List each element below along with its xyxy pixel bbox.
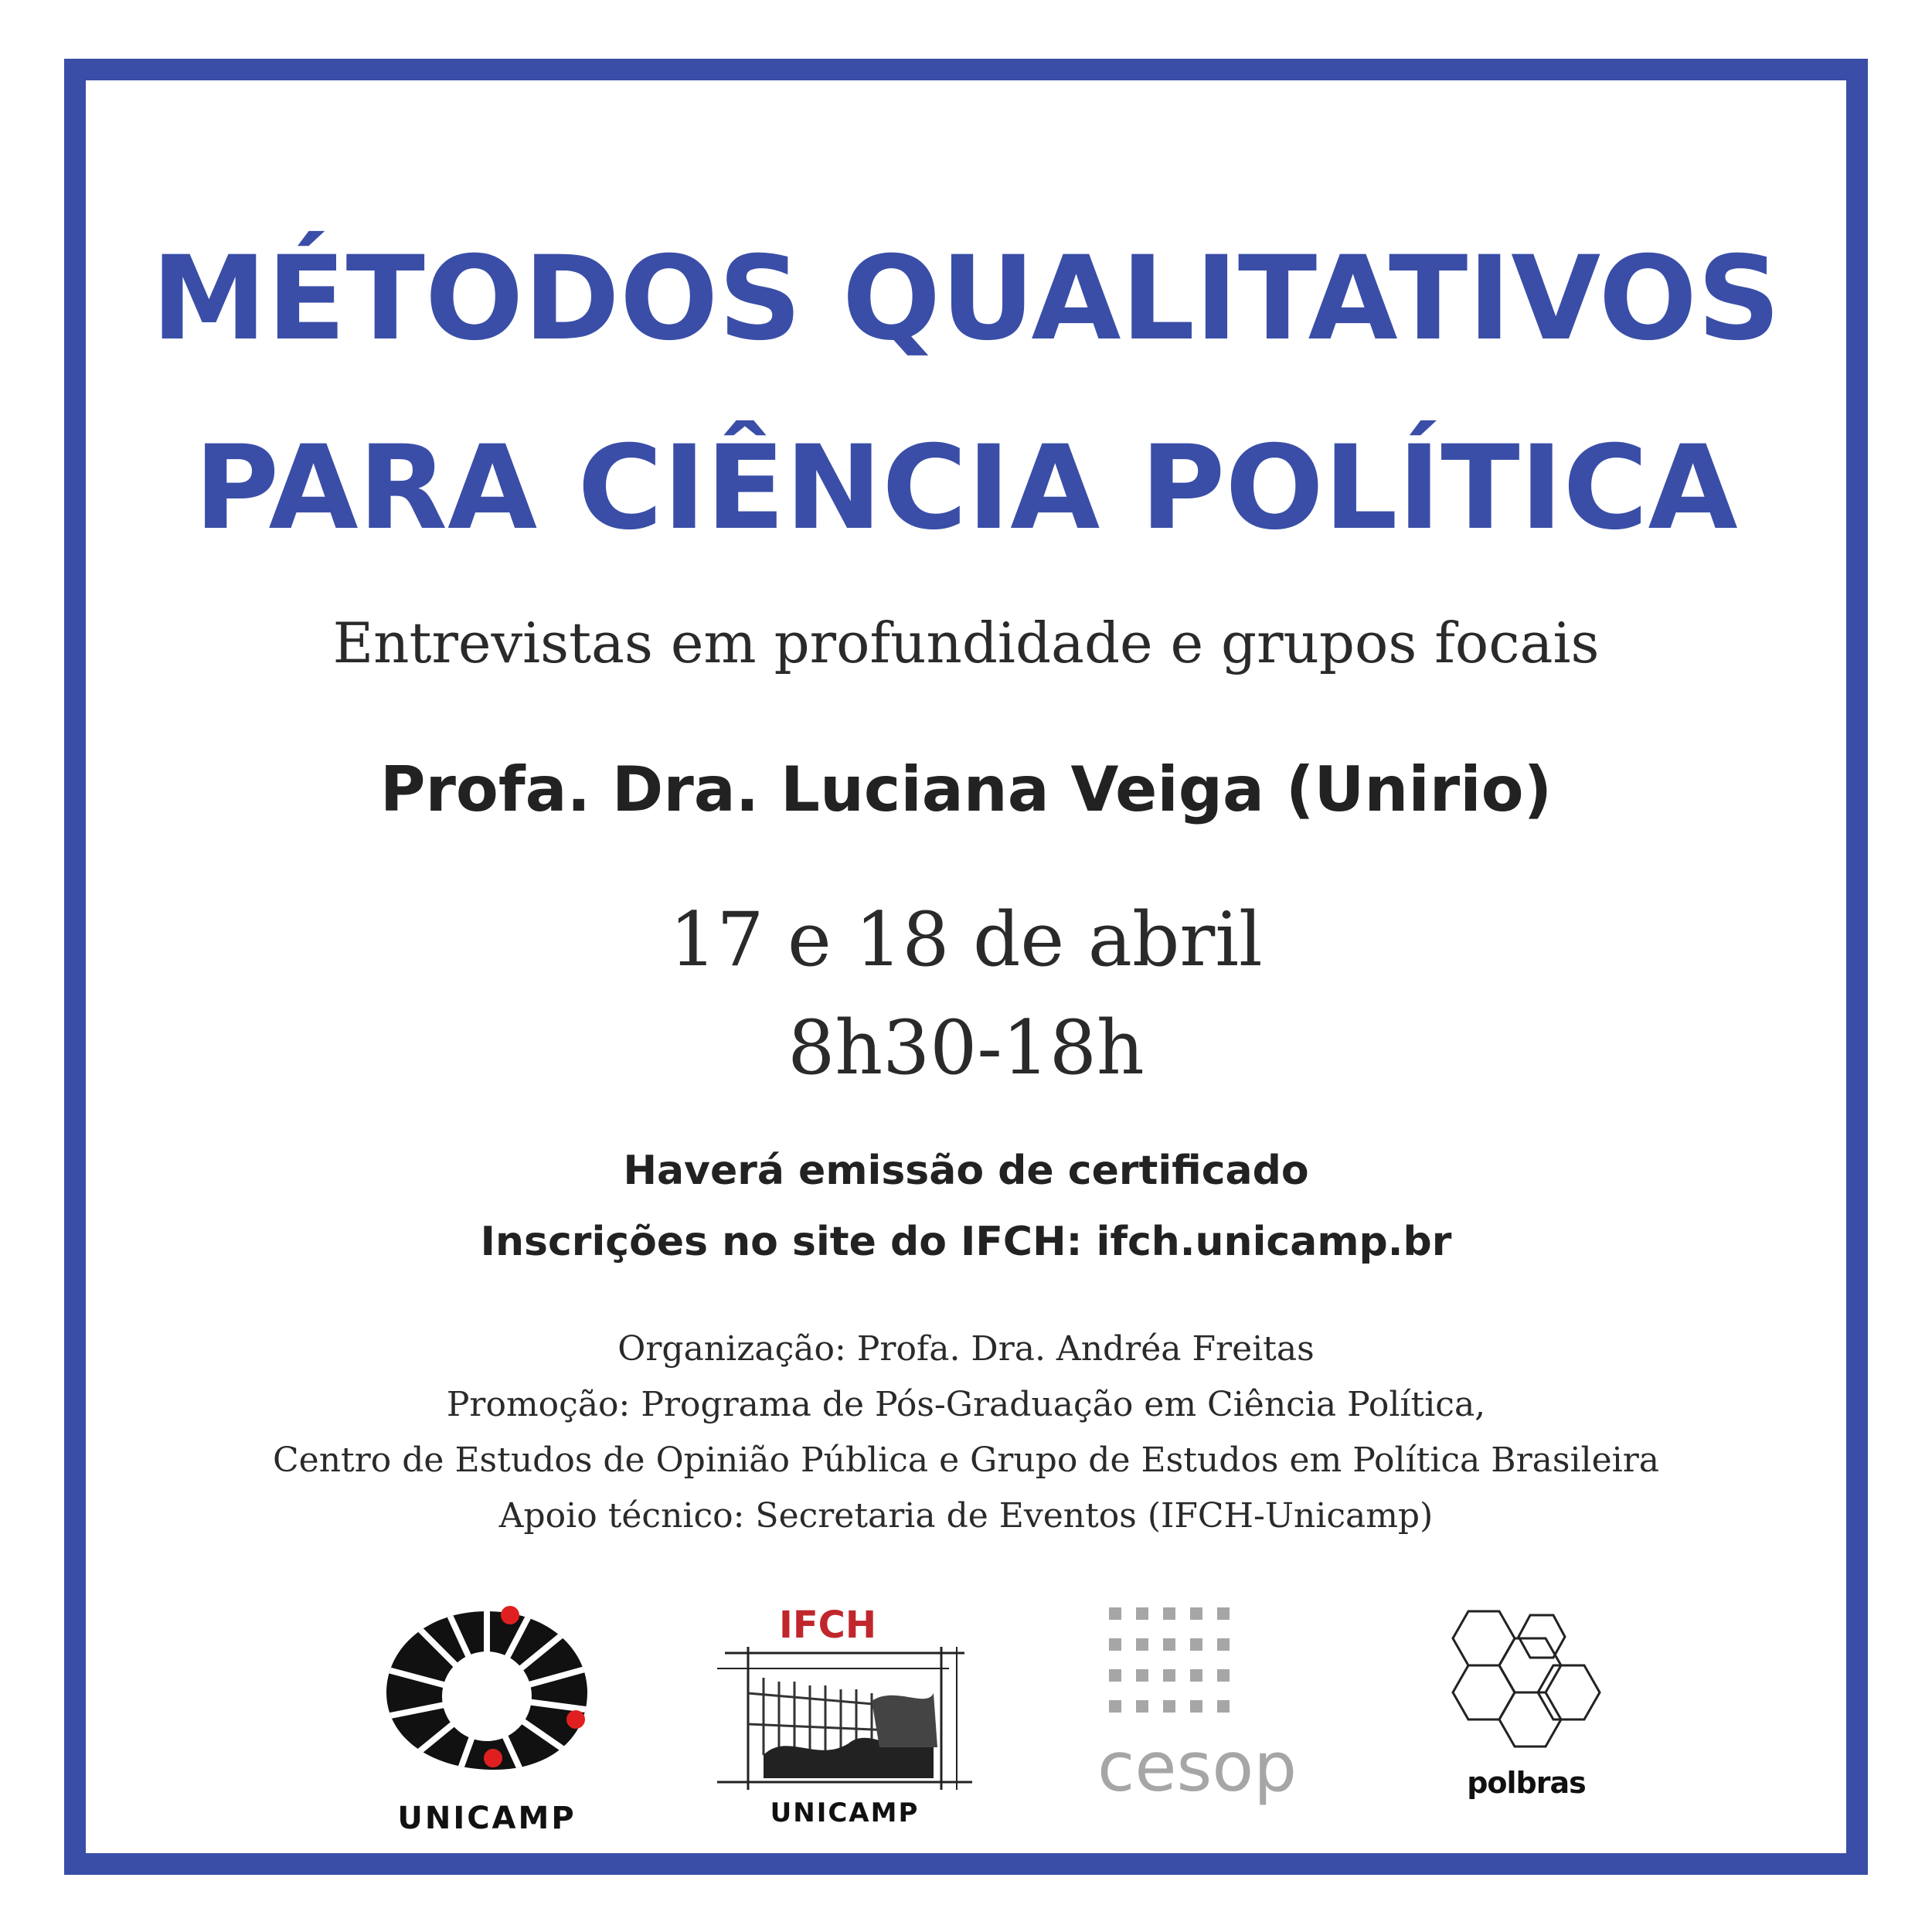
cesop-logo-text: cesop — [1097, 1727, 1298, 1807]
cesop-dot-grid-icon — [1097, 1607, 1321, 1747]
hexagon-cluster-icon — [1437, 1607, 1615, 1770]
registration-info: Inscrições no site do IFCH: ifch.unicamp.br — [480, 1219, 1452, 1265]
cesop-logo — [1097, 1607, 1321, 1832]
title-line-1: MÉTODOS QUALITATIVOS — [151, 232, 1781, 366]
ifch-logo-subtitle: UNICAMP — [770, 1798, 920, 1828]
title-line-2: PARA CIÊNCIA POLÍTICA — [194, 421, 1738, 556]
promotion-credit-1: Promoção: Programa de Pós-Graduação em Ciência Política, — [446, 1385, 1486, 1424]
polbras-logo-text: polbras — [1467, 1766, 1586, 1800]
unicamp-emblem-icon — [371, 1604, 603, 1781]
unicamp-logo-text: UNICAMP — [397, 1801, 577, 1836]
event-time: 8h30-18h — [787, 1005, 1145, 1091]
certificate-notice: Haverá emissão de certificado — [623, 1148, 1309, 1194]
polbras-logo — [1437, 1607, 1615, 1816]
promotion-credit-2: Centro de Estudos de Opinião Pública e Grupo de Estudos em Política Brasileira — [273, 1440, 1659, 1480]
unicamp-logo — [371, 1604, 603, 1835]
ifch-logo-title: IFCH — [779, 1604, 877, 1647]
event-date: 17 e 18 de abril — [669, 896, 1263, 983]
speaker-name: Profa. Dra. Luciana Veiga (Unirio) — [379, 753, 1553, 825]
subtitle: Entrevistas em profundidade e grupos focais — [332, 611, 1600, 675]
support-credit: Apoio técnico: Secretaria de Eventos (IFCH-Unicamp) — [498, 1496, 1434, 1536]
building-sketch-icon — [717, 1647, 972, 1794]
ifch-logo — [717, 1604, 972, 1835]
organization-credit: Organização: Profa. Dra. Andréa Freitas — [617, 1329, 1315, 1369]
